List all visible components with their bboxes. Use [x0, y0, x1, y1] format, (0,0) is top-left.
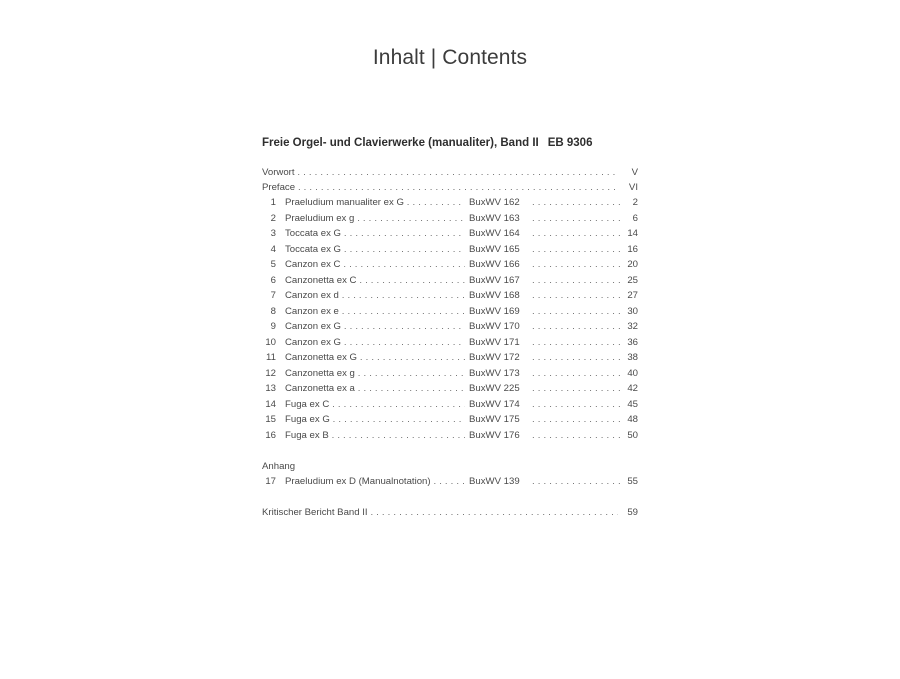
toc-leader-dots — [532, 413, 620, 427]
toc-page-number: 25 — [627, 275, 638, 286]
toc-row[interactable] — [262, 274, 638, 288]
toc-entry-number: 4 — [270, 244, 276, 255]
toc-entry-number: 16 — [265, 430, 276, 441]
toc-page-number: 6 — [632, 213, 638, 224]
toc-leader-dots — [532, 475, 620, 489]
toc-entry-title: Canzonetta ex G . . . — [285, 351, 465, 365]
toc-entry-title: Kritischer Bericht Band II . . . — [262, 506, 618, 520]
toc-page-number: 20 — [627, 259, 638, 270]
toc-entry-title: Fuga ex G . . . — [285, 413, 465, 427]
toc-row[interactable] — [262, 227, 638, 241]
toc-page-number: 40 — [627, 368, 638, 379]
toc-catalog-number: BuxWV 167 — [469, 275, 520, 286]
page-title: Inhalt | Contents — [372, 46, 528, 69]
toc-leader-dots — [532, 289, 620, 303]
toc-leader-dots — [532, 336, 620, 350]
volume-heading — [262, 137, 592, 149]
toc-page-number: 55 — [627, 476, 638, 487]
toc-page-number: 36 — [627, 337, 638, 348]
toc-catalog-number: BuxWV 139 — [469, 476, 520, 487]
toc-page-number: 48 — [627, 414, 638, 425]
toc-leader-dots — [532, 243, 620, 257]
appendix-label: Anhang — [262, 461, 296, 472]
toc-entry-title: Praeludium manualiter ex G . . . — [285, 196, 465, 210]
toc-row[interactable] — [262, 413, 638, 427]
toc-row[interactable] — [262, 336, 638, 350]
toc-entry-title: Toccata ex G . . . — [285, 227, 465, 241]
toc-page-number: 45 — [627, 399, 638, 410]
toc-entry-title: Praeludium ex D (Manualnotation) . . . — [285, 475, 465, 489]
toc-page-number: 59 — [627, 507, 638, 518]
toc-page-number: 14 — [627, 228, 638, 239]
toc-row[interactable] — [262, 212, 638, 226]
toc-catalog-number: BuxWV 176 — [469, 430, 520, 441]
volume-title: Freie Orgel- und Clavierwerke (manualiter), Band II — [262, 137, 539, 149]
toc-catalog-number: BuxWV 169 — [469, 306, 520, 317]
toc-leader-dots — [532, 398, 620, 412]
edition-number: EB 9306 — [547, 137, 593, 149]
toc-entry-title: Canzon ex C . . . — [285, 258, 465, 272]
toc-catalog-number: BuxWV 166 — [469, 259, 520, 270]
toc-entry-number: 17 — [265, 476, 276, 487]
toc-leader-dots — [532, 227, 620, 241]
toc-entry-number: 9 — [270, 321, 276, 332]
toc-page-number: VI — [628, 182, 638, 193]
toc-row[interactable] — [262, 398, 638, 412]
toc-catalog-number: BuxWV 174 — [469, 399, 520, 410]
toc-page-number: 16 — [627, 244, 638, 255]
toc-catalog-number: BuxWV 162 — [469, 197, 520, 208]
toc-catalog-number: BuxWV 164 — [469, 228, 520, 239]
toc-leader-dots — [532, 196, 620, 210]
toc-row[interactable] — [262, 382, 638, 396]
toc-page-number: 30 — [627, 306, 638, 317]
toc-leader-dots — [532, 351, 620, 365]
toc-entry-title: Canzon ex G . . . — [285, 336, 465, 350]
toc-row-vorwort[interactable] — [262, 166, 638, 180]
toc-page-number: 42 — [627, 383, 638, 394]
toc-entry-number: 13 — [265, 383, 276, 394]
toc-row[interactable] — [262, 196, 638, 210]
toc-leader-dots — [532, 382, 620, 396]
toc-row[interactable] — [262, 351, 638, 365]
toc-catalog-number: BuxWV 225 — [469, 383, 520, 394]
toc-catalog-number: BuxWV 168 — [469, 290, 520, 301]
toc-row[interactable] — [262, 429, 638, 443]
toc-leader-dots — [532, 305, 620, 319]
toc-page-number: 32 — [627, 321, 638, 332]
toc-entry-number: 7 — [270, 290, 276, 301]
toc-entry-number: 14 — [265, 399, 276, 410]
toc-entry-title: Canzon ex G . . . — [285, 320, 465, 334]
toc-row[interactable] — [262, 289, 638, 303]
toc-catalog-number: BuxWV 165 — [469, 244, 520, 255]
toc-row[interactable] — [262, 320, 638, 334]
toc-entry-title: Fuga ex B . . . — [285, 429, 465, 443]
toc-entry-number: 15 — [265, 414, 276, 425]
toc-entry-title: Vorwort . . . — [262, 166, 618, 180]
toc-page-number: 38 — [627, 352, 638, 363]
toc-entry-number: 5 — [270, 259, 276, 270]
toc-catalog-number: BuxWV 173 — [469, 368, 520, 379]
toc-entry-number: 12 — [265, 368, 276, 379]
toc-entry-title: Canzon ex e . . . — [285, 305, 465, 319]
toc-entry-title: Canzonetta ex g . . . — [285, 367, 465, 381]
toc-page-number: V — [631, 167, 638, 178]
toc-entry-title: Praeludium ex g . . . — [285, 212, 465, 226]
toc-entry-number: 1 — [270, 197, 276, 208]
toc-entry-number: 11 — [266, 352, 276, 363]
toc-row[interactable] — [262, 367, 638, 381]
toc-page-number: 50 — [627, 430, 638, 441]
toc-entry-title: Preface . . . — [262, 181, 618, 195]
toc-entry-number: 3 — [270, 228, 276, 239]
toc-row-preface[interactable] — [262, 181, 638, 195]
toc-catalog-number: BuxWV 163 — [469, 213, 520, 224]
toc-leader-dots — [532, 367, 620, 381]
toc-leader-dots — [532, 320, 620, 334]
toc-entry-number: 6 — [270, 275, 276, 286]
toc-entry-number: 2 — [270, 213, 276, 224]
toc-entry-title: Toccata ex G . . . — [285, 243, 465, 257]
toc-leader-dots — [532, 212, 620, 226]
toc-catalog-number: BuxWV 170 — [469, 321, 520, 332]
toc-entry-title: Canzon ex d . . . — [285, 289, 465, 303]
toc-leader-dots — [532, 274, 620, 288]
toc-catalog-number: BuxWV 171 — [469, 337, 520, 348]
toc-entry-number: 10 — [265, 337, 276, 348]
toc-entry-number: 8 — [270, 306, 276, 317]
toc-row[interactable] — [262, 305, 638, 319]
toc-entry-title: Canzonetta ex a . . . — [285, 382, 465, 396]
toc-row[interactable] — [262, 243, 638, 257]
toc-entry-title: Canzonetta ex C . . . — [285, 274, 465, 288]
toc-leader-dots — [532, 258, 620, 272]
toc-leader-dots — [532, 429, 620, 443]
toc-row-critical-report[interactable] — [262, 506, 638, 520]
toc-page-number: 2 — [632, 197, 638, 208]
toc-entry-title: Fuga ex C . . . — [285, 398, 465, 412]
toc-row[interactable] — [262, 475, 638, 489]
toc-catalog-number: BuxWV 175 — [469, 414, 520, 425]
toc-page-number: 27 — [627, 290, 638, 301]
toc-row[interactable] — [262, 258, 638, 272]
toc-section-appendix — [262, 460, 638, 474]
toc-catalog-number: BuxWV 172 — [469, 352, 520, 363]
